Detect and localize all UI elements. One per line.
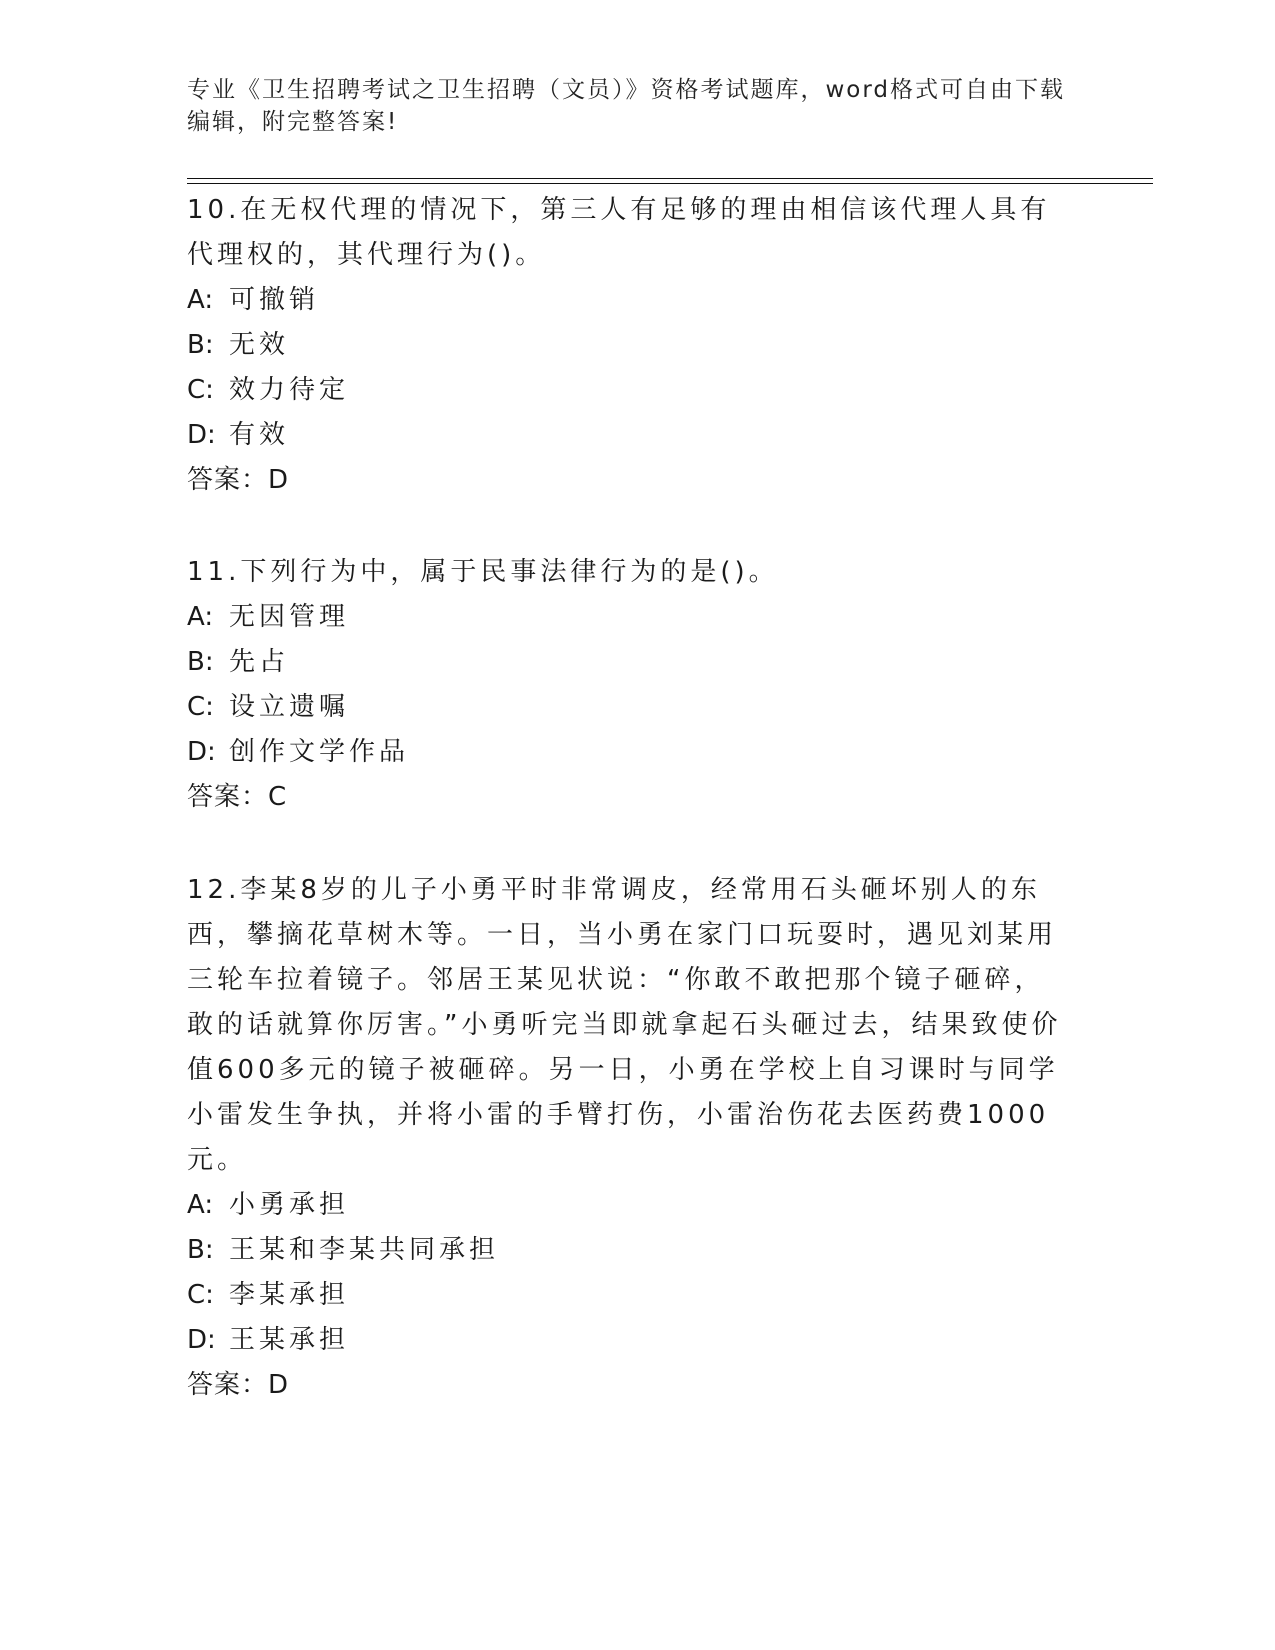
header-divider-bottom xyxy=(187,183,1153,184)
question-11 xyxy=(187,550,1067,820)
option-label: C: xyxy=(187,1280,214,1310)
option-c xyxy=(187,1273,1067,1318)
option-label: A: xyxy=(187,1190,214,1220)
option-label: B: xyxy=(187,330,214,360)
option-label: C: xyxy=(187,692,214,722)
option-text: 无效 xyxy=(229,330,290,360)
answer-line: 答案：C xyxy=(187,782,288,812)
option-b xyxy=(187,323,1067,368)
option-text: 先占 xyxy=(229,647,290,677)
option-label: A: xyxy=(187,285,214,315)
option-a xyxy=(187,1183,1067,1228)
answer-line: 答案：D xyxy=(187,1370,290,1400)
option-text: 有效 xyxy=(229,420,290,450)
question-stem: 11.下列行为中，属于民事法律行为的是()。 xyxy=(187,557,779,587)
document-header xyxy=(187,74,1067,138)
option-label: D: xyxy=(187,420,216,450)
option-label: D: xyxy=(187,737,216,767)
option-d xyxy=(187,730,1067,775)
option-label: B: xyxy=(187,647,214,677)
question-10 xyxy=(187,188,1067,503)
option-text: 王某和李某共同承担 xyxy=(229,1235,500,1265)
option-a xyxy=(187,595,1067,640)
option-text: 效力待定 xyxy=(229,375,350,405)
header-intro-text: 专业《卫生招聘考试之卫生招聘（文员）》资格考试题库，word格式可自由下载编辑，附完整答案! xyxy=(187,77,1066,135)
option-text: 李某承担 xyxy=(229,1280,350,1310)
answer-line: 答案：D xyxy=(187,465,290,495)
option-label: D: xyxy=(187,1325,216,1355)
option-b xyxy=(187,1228,1067,1273)
question-12 xyxy=(187,868,1067,1408)
option-d xyxy=(187,1318,1067,1363)
option-text: 王某承担 xyxy=(229,1325,350,1355)
question-stem: 10.在无权代理的情况下，第三人有足够的理由相信该代理人具有代理权的，其代理行为()。 xyxy=(187,195,1051,270)
option-a xyxy=(187,278,1067,323)
option-b xyxy=(187,640,1067,685)
option-d xyxy=(187,413,1067,458)
option-text: 小勇承担 xyxy=(229,1190,350,1220)
option-label: C: xyxy=(187,375,214,405)
option-c xyxy=(187,368,1067,413)
option-c xyxy=(187,685,1067,730)
option-text: 无因管理 xyxy=(229,602,350,632)
question-stem: 12.李某8岁的儿子小勇平时非常调皮，经常用石头砸坏别人的东西，攀摘花草树木等。一日，当小勇在家门口玩耍时，遇见刘某用三轮车拉着镜子。邻居王某见状说：“你敢不敢把那个镜子砸碎，敢的话就算你厉害。”小勇听完当即就拿起石头砸过去，结果致使价值600多元的镜子被砸碎。另一日，小勇在学校上自习课时与同学小雷发生争执，并将小雷的手臂打伤，小雷治伤花去医药费1000元。 xyxy=(187,875,1062,1175)
option-text: 设立遗嘱 xyxy=(229,692,350,722)
option-text: 可撤销 xyxy=(229,285,320,315)
option-label: A: xyxy=(187,602,214,632)
header-divider-top xyxy=(187,178,1153,179)
option-text: 创作文学作品 xyxy=(229,737,410,767)
option-label: B: xyxy=(187,1235,214,1265)
